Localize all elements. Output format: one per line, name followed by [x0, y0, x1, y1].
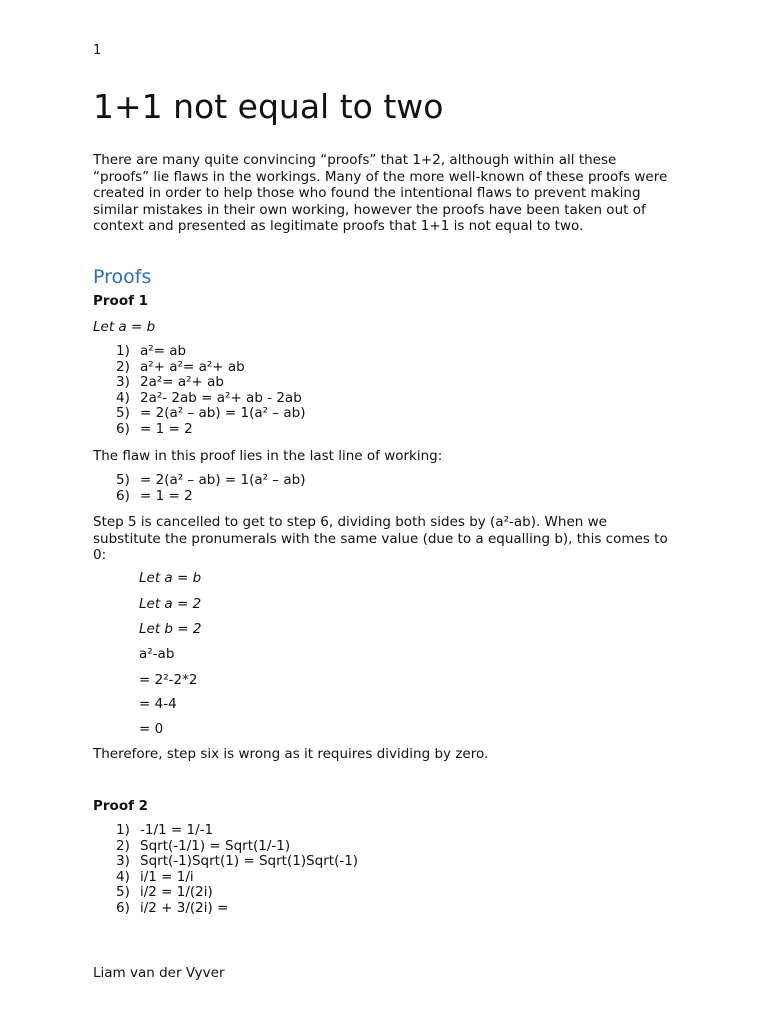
list-item: 4) 2a²- 2ab = a²+ ab - 2ab: [116, 389, 302, 406]
list-item: 2) a²+ a²= a²+ ab: [116, 358, 245, 375]
list-item: 3) 2a²= a²+ ab: [116, 374, 225, 391]
flaw-steps: [93, 473, 305, 504]
list-item: 4) i/1 = 1/i: [116, 868, 194, 885]
substitution-line: = 2²-2*2: [139, 672, 198, 688]
proof-2-steps: [93, 823, 358, 917]
substitution-line: a²-ab: [139, 646, 175, 662]
substitution-line: = 0: [139, 721, 164, 737]
list-item: 5) = 2(a² – ab) = 1(a² – ab): [116, 405, 306, 422]
substitution-line: Let b = 2: [139, 621, 202, 637]
proof-1-title: Proof 1: [93, 293, 149, 309]
document-title: 1+1 not equal to two: [93, 87, 444, 126]
flaw-intro: The flaw in this proof lies in the last line of working:: [93, 448, 443, 464]
section-heading-proofs: Proofs: [93, 266, 152, 288]
explanation-paragraph: Step 5 is cancelled to get to step 6, dividing both sides by (a²-ab). When we substitute the pronumerals with the same value (due to a equalling b), this comes to 0:: [93, 514, 668, 564]
page-number: 1: [93, 43, 102, 58]
substitution-line: = 4-4: [139, 696, 177, 712]
list-item: 1) -1/1 = 1/-1: [116, 822, 214, 838]
list-item: 6) = 1 = 2: [116, 487, 193, 504]
list-item: 1) a²= ab: [116, 343, 187, 359]
proof-1-conclusion: Therefore, step six is wrong as it requires dividing by zero.: [93, 746, 489, 762]
proof-1-steps: [93, 344, 305, 438]
intro-paragraph: There are many quite convincing “proofs” that 1+2, although within all these “proofs” lie flaws in the workings. Many of the more well-known of these proofs were created in order to help those who found the intentional flaws to prevent making similar mistakes in their own working, however the proofs have been taken out of context and presented as legitimate proofs that 1+1 is not equal to two.: [93, 152, 668, 235]
list-item: 2) Sqrt(-1/1) = Sqrt(1/-1): [116, 837, 291, 854]
list-item: 3) Sqrt(-1)Sqrt(1) = Sqrt(1)Sqrt(-1): [116, 853, 359, 870]
list-item: 5) i/2 = 1/(2i): [116, 884, 213, 901]
list-item: 6) = 1 = 2: [116, 420, 193, 437]
substitution-line: Let a = 2: [139, 596, 202, 612]
list-item: 5) = 2(a² – ab) = 1(a² – ab): [116, 472, 306, 488]
proof-2-title: Proof 2: [93, 798, 149, 814]
proof-1-let: Let a = b: [93, 319, 156, 335]
footer-author: Liam van der Vyver: [93, 965, 225, 981]
list-item: 6) i/2 + 3/(2i) =: [116, 899, 229, 916]
substitution-line: Let a = b: [139, 570, 202, 586]
